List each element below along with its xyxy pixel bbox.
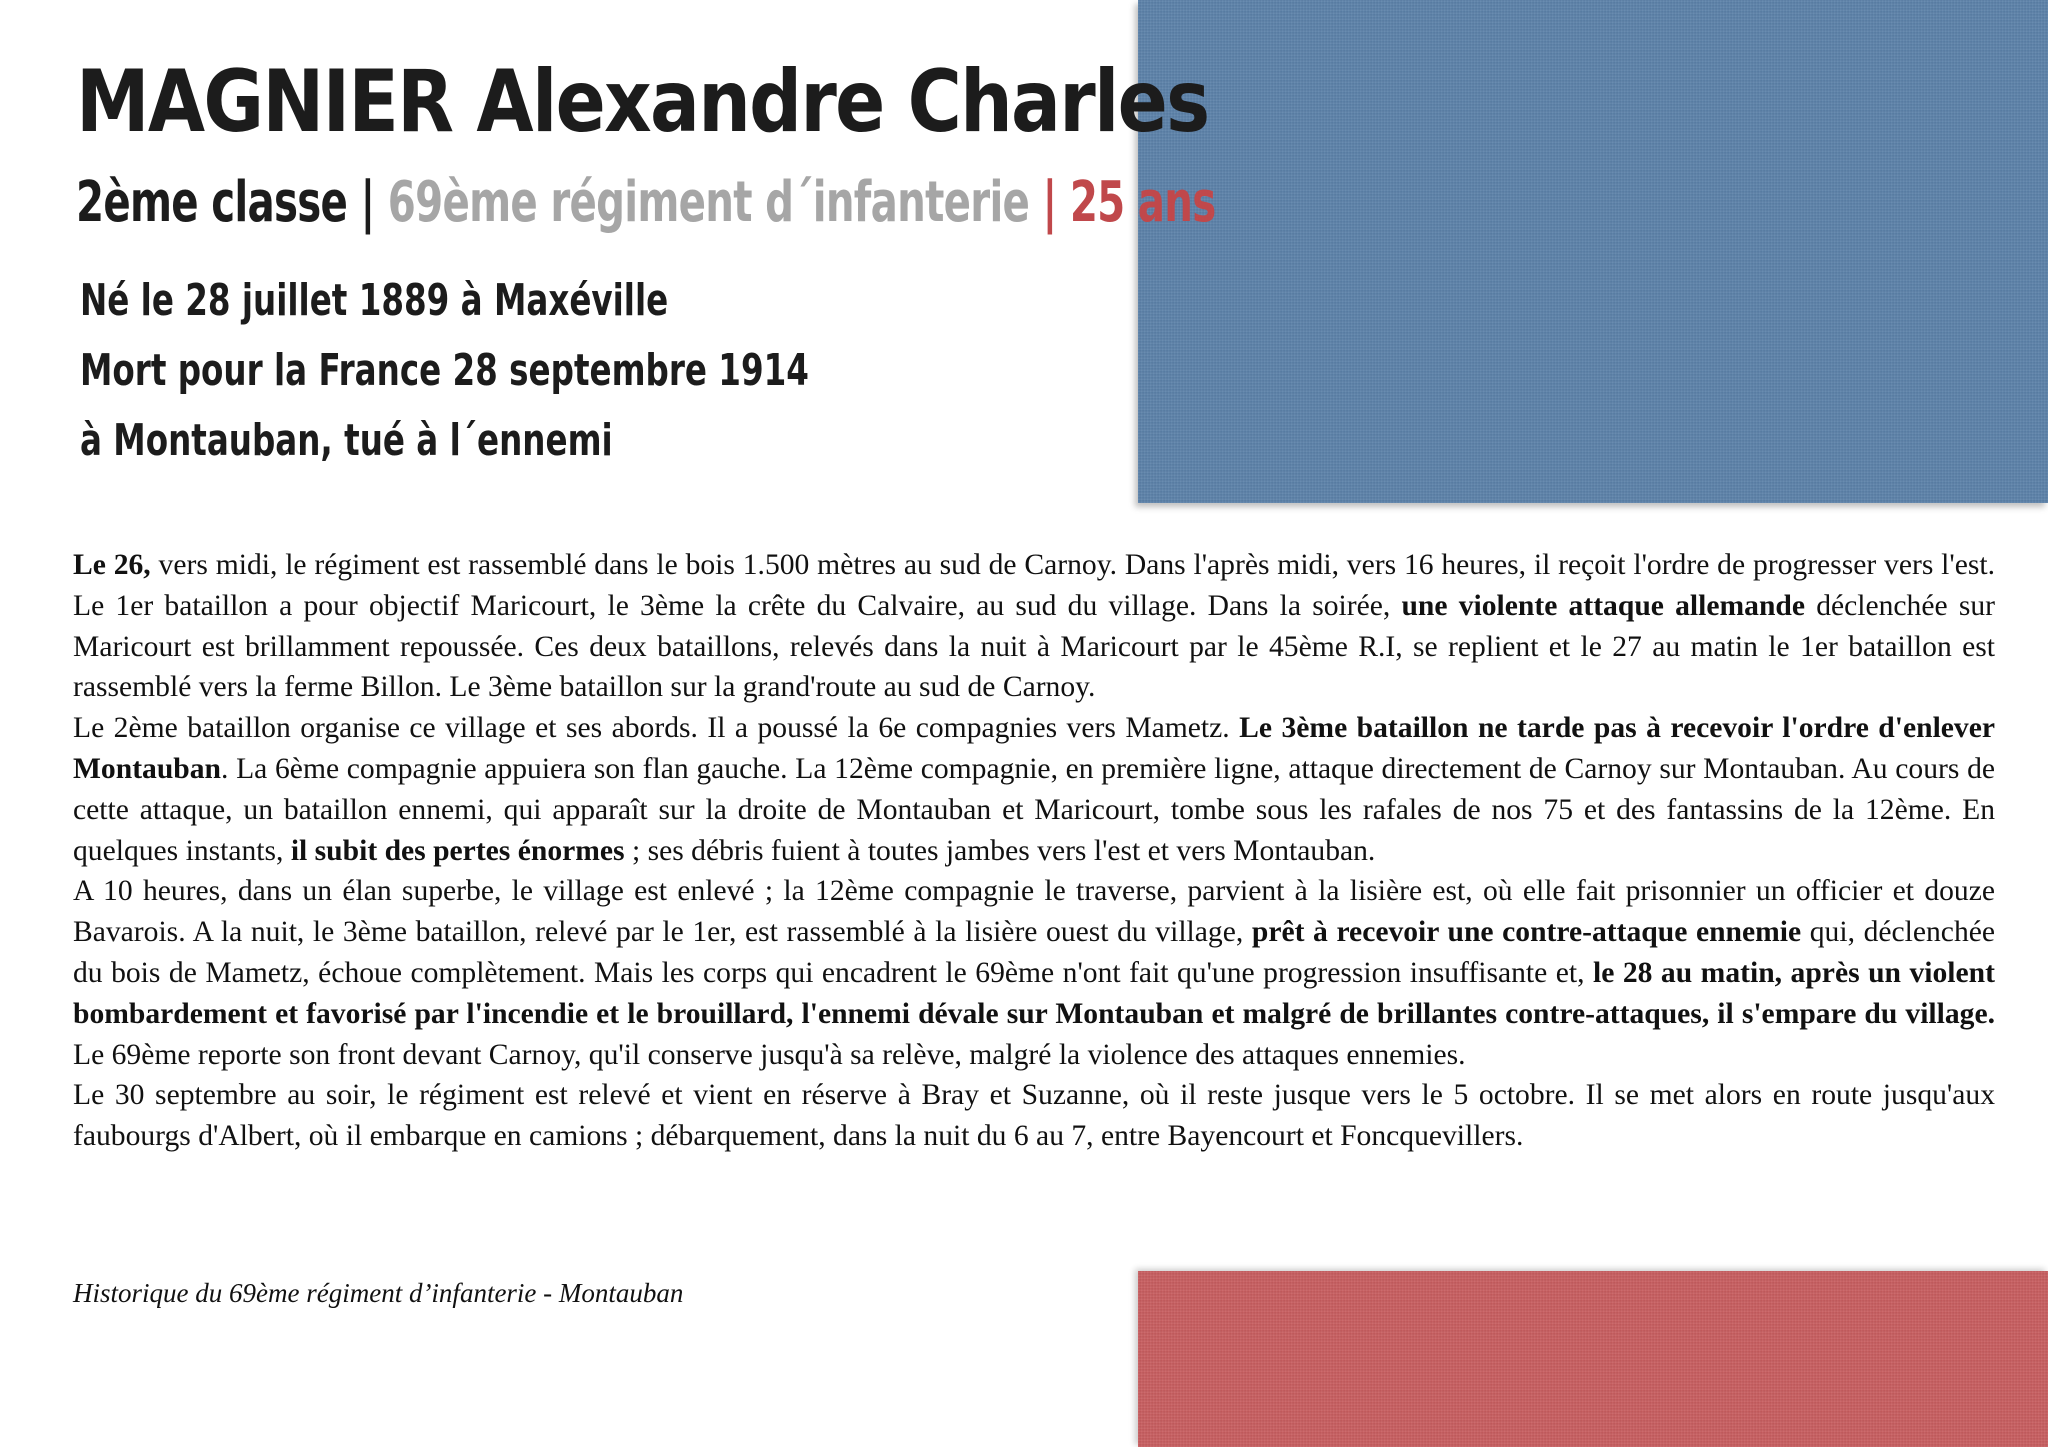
- paragraph: [73, 871, 1995, 1075]
- source-citation: Historique du 69ème régiment d’infanterie - Montauban: [73, 1278, 684, 1308]
- bold-text-run: prêt à recevoir une contre-attaque ennemie: [1251, 916, 1802, 949]
- death-place-line: à Montauban, tué à l´ennemi: [80, 415, 613, 466]
- text-run: ; ses débris fuient à toutes jambes vers l'est et vers Montauban.: [624, 834, 1376, 867]
- bold-text-run: une violente attaque allemande: [1401, 589, 1805, 622]
- paragraph: [73, 545, 1995, 708]
- text-run: vers midi, le régiment est rassemblé dans le bois 1.500 mètres au sud de Carnoy. Dans l'après midi, vers 16 heures, il reçoit l'ordre de progresser vers l'est. Le 1er bataillon a pour objectif Maricourt, le 3ème la crête du Calvaire, au sud du village. Dans la soirée,: [73, 549, 1996, 622]
- age: 25 ans: [1069, 170, 1216, 235]
- subtitle: [76, 170, 1216, 235]
- text-run: Le 30 septembre au soir, le régiment est relevé et vient en réserve à Bray et Suzanne, où il reste jusque vers le 5 octobre. Il se met alors en route jusqu'aux faubourgs d'Albert, où il embarque en camions ; débarquement, dans la nuit du 6 au 7, entre Bayencourt et Foncquevillers.: [73, 1079, 1995, 1153]
- separator-2: |: [1042, 170, 1057, 235]
- text-run: déclenchée sur Maricourt est brillamment repoussée. Ces deux bataillons, relevés dans la nuit à Maricourt par le 45ème R.I, se replient et le 27 au matin le 1er bataillon est rassemblé vers la ferme Billon. Le 3ème bataillon sur la grand'route au sud de Carnoy.: [73, 589, 1996, 704]
- paragraph: [73, 708, 1995, 871]
- separator-1: |: [360, 170, 375, 235]
- red-flag-panel: [1138, 1271, 2048, 1447]
- bold-text-run: Le 26,: [73, 549, 151, 581]
- regiment: 69ème régiment d´infanterie: [387, 170, 1030, 235]
- rank: 2ème classe: [76, 170, 348, 235]
- bio-block: [80, 266, 809, 476]
- death-line: Mort pour la France 28 septembre 1914: [80, 345, 809, 396]
- bold-text-run: Le 3ème bataillon ne tarde pas à recevoir l'ordre d'enlever Montauban: [73, 712, 1995, 785]
- bold-text-run: il subit des pertes énormes: [290, 834, 625, 867]
- text-run: Le 69ème reporte son front devant Carnoy, qu'il conserve jusqu'à sa relève, malgré la violence des attaques ennemies.: [73, 1038, 1466, 1071]
- birth-line: Né le 28 juillet 1889 à Maxéville: [80, 275, 669, 326]
- text-run: Le 2ème bataillon organise ce village et ses abords. Il a poussé la 6e compagnies vers Mametz.: [73, 712, 1240, 745]
- bold-text-run: le 28 au matin, après un violent bombardement et favorisé par l'incendie et le brouillard, l'ennemi dévale sur Montauban et malgré de brillantes contre-attaques, il s'empare du village.: [73, 956, 1995, 1030]
- paragraph: [73, 1075, 1995, 1157]
- regiment-history-text: [73, 545, 1995, 1157]
- blue-flag-panel: [1138, 0, 2048, 503]
- text-run: qui, déclenchée du bois de Mametz, échoue complètement. Mais les corps qui encadrent le 69ème n'ont fait qu'une progression insuffisante et,: [73, 916, 1996, 989]
- text-run: A 10 heures, dans un élan superbe, le village est enlevé ; la 12ème compagnie le traverse, parvient à la lisière est, où elle fait prisonnier un officier et douze Bavarois. A la nuit, le 3ème bataillon, relevé par le 1er, est rassemblé à la lisière ouest du village,: [73, 875, 1995, 949]
- text-run: . La 6ème compagnie appuiera son flan gauche. La 12ème compagnie, en première ligne, attaque directement de Carnoy sur Montauban. Au cours de cette attaque, un bataillon ennemi, qui apparaît sur la droite de Montauban et Maricourt, tombe sous les rafales de nos 75 et des fantassins de la 12ème. En quelques instants,: [73, 752, 1995, 867]
- soldier-name: MAGNIER Alexandre Charles: [76, 52, 1209, 152]
